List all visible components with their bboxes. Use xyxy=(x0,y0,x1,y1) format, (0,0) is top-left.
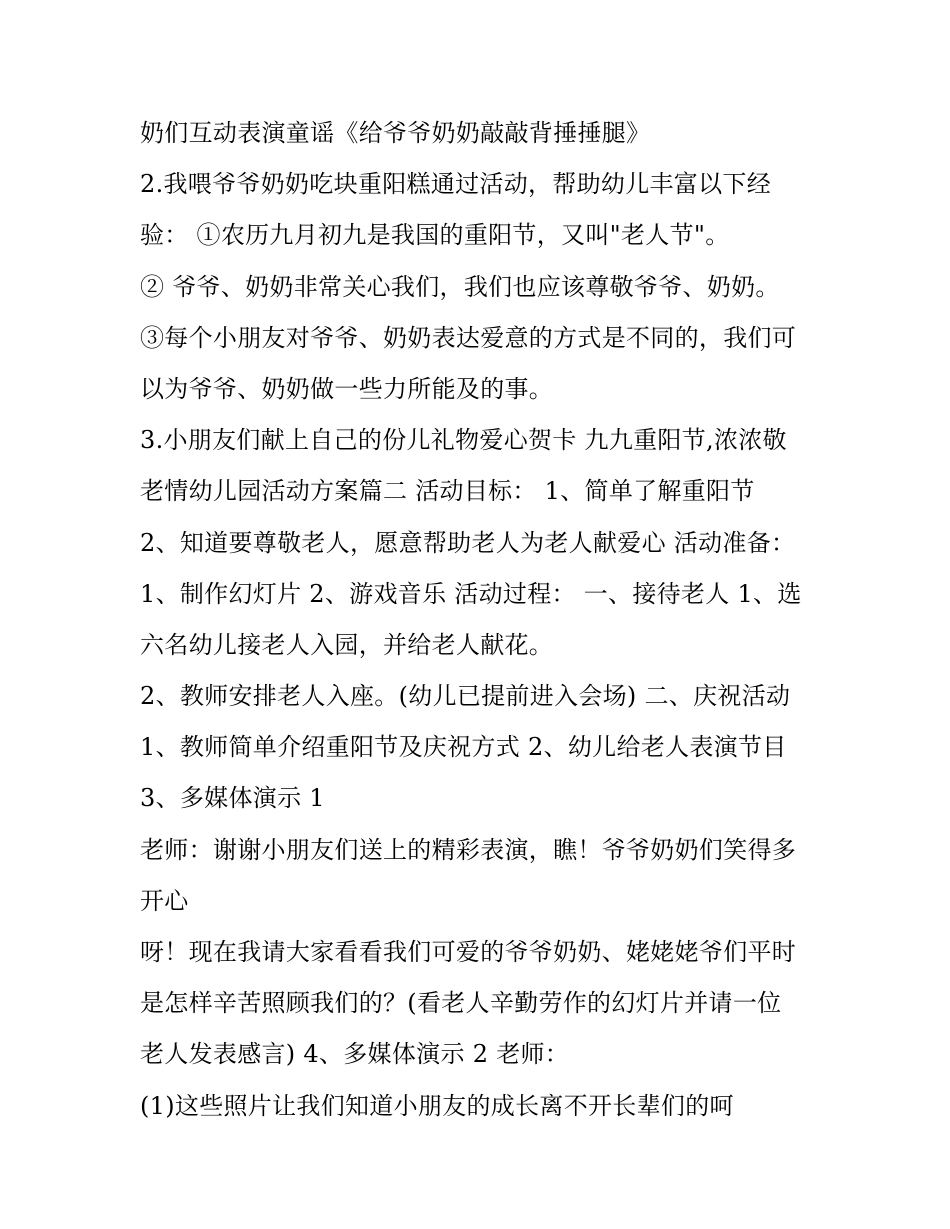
text-line: 六名幼儿接老人入园，并给老人献花。 xyxy=(140,630,554,659)
text-line: 老情幼儿园活动方案篇二 活动目标： 1、简单了解重阳节 xyxy=(140,477,755,506)
text-line: 呀！现在我请大家看看我们可爱的爷爷奶奶、姥姥姥爷们平时 xyxy=(140,938,797,966)
text-line: 奶们互动表演童谣《给爷爷奶奶敲敲背捶捶腿》 xyxy=(140,119,651,147)
text-line: 验： ①农历九月初九是我国的重阳节，又叫"老人节"。 xyxy=(140,221,730,250)
text-line: 开心 xyxy=(140,886,189,915)
text-line: 3.小朋友们献上自己的份儿礼物爱心贺卡 九九重阳节,浓浓敬 xyxy=(140,426,787,455)
text-line: 2.我喂爷爷奶奶吃块重阳糕通过活动，帮助幼儿丰富以下经 xyxy=(140,170,771,199)
text-line: 是怎样辛苦照顾我们的？(看老人辛勤劳作的幻灯片并请一位 xyxy=(140,989,782,1018)
text-line: 2、知道要尊敬老人，愿意帮助老人为老人献爱心 活动准备： xyxy=(140,528,796,557)
text-line: 老人发表感言) 4、多媒体演示 2 老师： xyxy=(140,1040,570,1069)
text-line: (1)这些照片让我们知道小朋友的成长离不开长辈们的呵 xyxy=(140,1091,734,1120)
text-line: 老师：谢谢小朋友们送上的精彩表演，瞧！爷爷奶奶们笑得多 xyxy=(140,835,797,864)
text-line: 1、教师简单介绍重阳节及庆祝方式 2、幼儿给老人表演节目 xyxy=(140,733,787,762)
text-line: 3、多媒体演示 1 xyxy=(140,784,325,813)
document-body xyxy=(140,108,830,1132)
text-line: ③每个小朋友对爷爷、奶奶表达爱意的方式是不同的，我们可 xyxy=(140,323,797,352)
text-line: 2、教师安排老人入座。(幼儿已提前进入会场) 二、庆祝活动 xyxy=(140,682,791,711)
text-line: ② 爷爷、奶奶非常关心我们，我们也应该尊敬爷爷、奶奶。 xyxy=(140,272,780,301)
text-line: 以为爷爷、奶奶做一些力所能及的事。 xyxy=(140,374,554,403)
text-line: 1、制作幻灯片 2、游戏音乐 活动过程： 一、接待老人 1、选 xyxy=(140,579,802,608)
